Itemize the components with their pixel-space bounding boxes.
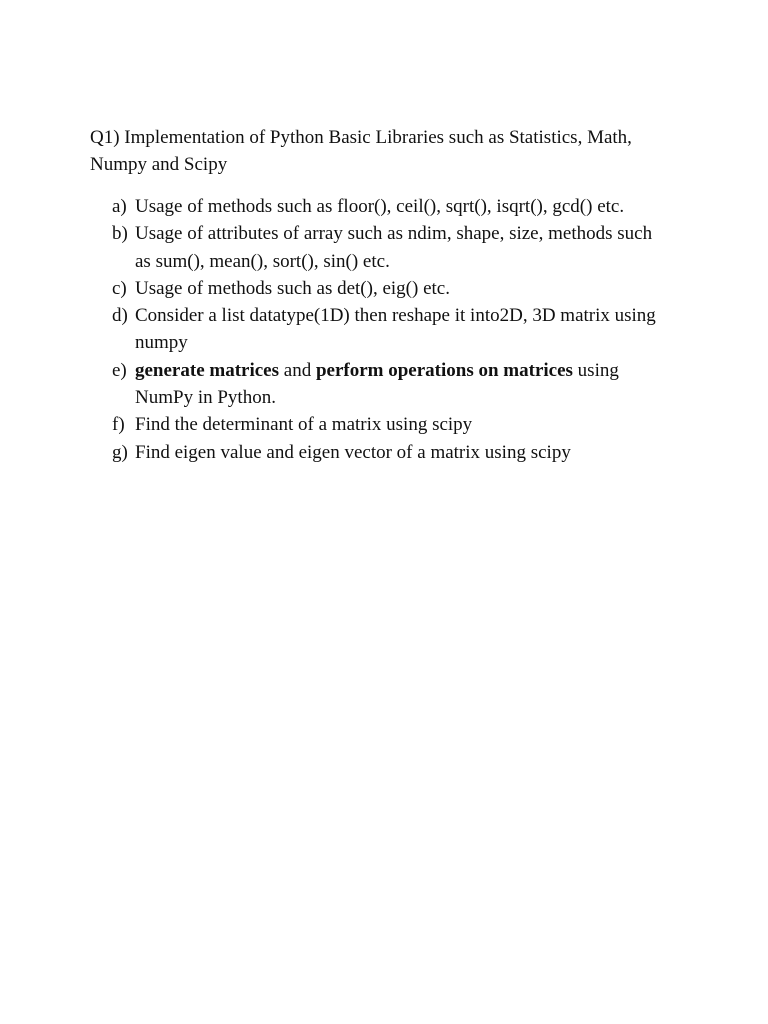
list-item-text: Find eigen value and eigen vector of a matrix using scipy <box>135 441 571 463</box>
question-heading: Q1) Implementation of Python Basic Libraries such as Statistics, Math, Numpy and Scipy <box>90 127 632 175</box>
list-marker: b) <box>112 223 128 245</box>
list-item <box>112 357 672 412</box>
list-marker: g) <box>112 441 128 463</box>
list-item <box>112 439 672 466</box>
task-list <box>112 193 672 466</box>
list-marker: d) <box>112 305 128 327</box>
bold-phrase: generate matrices <box>135 359 280 381</box>
plain-phrase: using NumPy in Python. <box>135 359 619 409</box>
list-item <box>112 193 672 220</box>
list-item-text: Usage of attributes of array such as ndim, shape, size, methods such as sum(), mean(), sort(), sin() etc. <box>135 223 653 272</box>
list-item-text: Usage of methods such as det(), eig() etc. <box>135 277 450 299</box>
list-item <box>112 220 672 275</box>
list-item-text: Usage of methods such as floor(), ceil(), sqrt(), isqrt(), gcd() etc. <box>135 196 625 217</box>
list-item <box>112 302 672 357</box>
list-item-text <box>135 357 672 412</box>
list-item-text: Consider a list datatype(1D) then reshape it into2D, 3D matrix using numpy <box>135 305 656 354</box>
list-marker: f) <box>112 414 125 436</box>
bold-phrase: perform operations on matrices <box>315 359 573 381</box>
list-marker: a) <box>112 196 127 217</box>
list-item <box>112 275 672 302</box>
list-item-text: Find the determinant of a matrix using scipy <box>135 414 473 436</box>
plain-phrase: and <box>283 359 312 381</box>
list-item <box>112 411 672 438</box>
list-marker: c) <box>112 277 127 299</box>
list-marker: e) <box>112 359 127 381</box>
